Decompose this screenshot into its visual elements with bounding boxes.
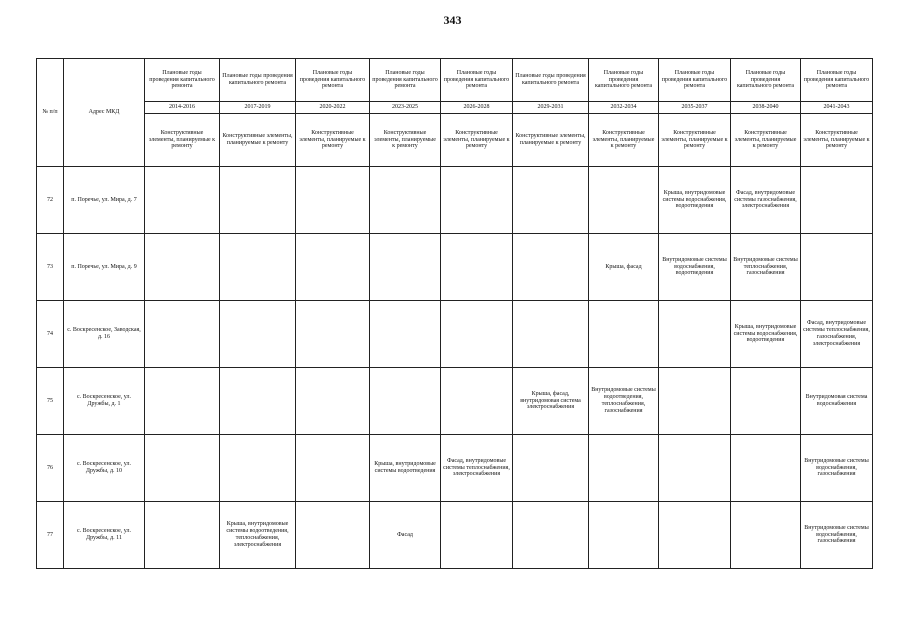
repair-elements-cell: Крыша, фасад, внутридомовая система электроснабжения [513, 368, 589, 435]
repair-elements-cell: Крыша, фасад [589, 234, 659, 301]
repair-elements-cell [145, 167, 220, 234]
repair-elements-cell [441, 167, 513, 234]
repair-elements-cell [145, 502, 220, 569]
repair-elements-cell [296, 368, 370, 435]
row-address: с. Воскресенское, Заводская, д. 16 [64, 301, 145, 368]
repair-elements-cell [145, 234, 220, 301]
table-row [37, 502, 873, 569]
repair-elements-cell [441, 368, 513, 435]
row-number: 74 [37, 301, 64, 368]
row-address: с. Воскресенское, ул. Дружбы, д. 11 [64, 502, 145, 569]
header-elements: Конструктивные элементы, планируемые к ремонту [731, 114, 801, 167]
repair-elements-cell: Внутридомовые системы теплоснабжения, газоснабжения [731, 234, 801, 301]
repair-elements-cell: Крыша, внутридомовые системы водоотведения [370, 435, 441, 502]
header-elements: Конструктивные элементы, планируемые к ремонту [370, 114, 441, 167]
repair-elements-cell: Внутридомовые системы водоснабжения, водоотведения [659, 234, 731, 301]
repair-elements-cell [145, 435, 220, 502]
repair-elements-cell [441, 502, 513, 569]
row-address: п. Поречье, ул. Мира, д. 9 [64, 234, 145, 301]
row-address: п. Поречье, ул. Мира, д. 7 [64, 167, 145, 234]
row-number: 73 [37, 234, 64, 301]
header-period-label: Плановые годы проведения капитального ремонта [220, 59, 296, 102]
repair-elements-cell: Внутридомовая система водоснабжения [801, 368, 873, 435]
header-period-label: Плановые годы проведения капитального ремонта [296, 59, 370, 102]
repair-elements-cell [220, 234, 296, 301]
row-number: 76 [37, 435, 64, 502]
repair-elements-cell [589, 167, 659, 234]
table-row [37, 301, 873, 368]
table-header [37, 59, 873, 167]
repair-elements-cell [296, 234, 370, 301]
repair-elements-cell [731, 502, 801, 569]
row-address: с. Воскресенское, ул. Дружбы, д. 10 [64, 435, 145, 502]
page-number: 343 [443, 13, 462, 27]
table-row [37, 167, 873, 234]
header-period-label: Плановые годы проведения капитального ремонта [731, 59, 801, 102]
repair-elements-cell: Фасад, внутридомовые системы теплоснабжения, газоснабжения, электроснабжения [801, 301, 873, 368]
repair-elements-cell [296, 435, 370, 502]
repair-elements-cell [513, 234, 589, 301]
header-elements: Конструктивные элементы, планируемые к ремонту [220, 114, 296, 167]
header-years: 2041-2043 [801, 102, 873, 114]
repair-elements-cell [513, 435, 589, 502]
header-elements: Конструктивные элементы, планируемые к ремонту [513, 114, 589, 167]
table-row [37, 435, 873, 502]
table-row [37, 234, 873, 301]
header-years: 2038-2040 [731, 102, 801, 114]
header-years: 2020-2022 [296, 102, 370, 114]
repair-elements-cell [513, 167, 589, 234]
header-period-label: Плановые годы проведения капитального ремонта [441, 59, 513, 102]
repair-elements-cell [220, 368, 296, 435]
header-period-label: Плановые годы проведения капитального ремонта [589, 59, 659, 102]
row-address: с. Воскресенское, ул. Дружбы, д. 1 [64, 368, 145, 435]
repair-elements-cell: Внутридомовые системы водоснабжения, газоснабжения [801, 502, 873, 569]
repair-elements-cell: Фасад, внутридомовые системы газоснабжения, электроснабжения [731, 167, 801, 234]
repair-elements-cell [145, 301, 220, 368]
repair-elements-cell [731, 368, 801, 435]
header-period-label: Плановые годы проведения капитального ремонта [659, 59, 731, 102]
repair-elements-cell: Внутридомовые системы водоотведения, теплоснабжения, газоснабжения [589, 368, 659, 435]
repair-elements-cell: Крыша, внутридомовые системы водоснабжения, водоотведения [731, 301, 801, 368]
repair-elements-cell [370, 301, 441, 368]
repair-elements-cell [731, 435, 801, 502]
repair-elements-cell [801, 167, 873, 234]
header-elements: Конструктивные элементы, планируемые к ремонту [145, 114, 220, 167]
header-period-label: Плановые годы проведения капитального ремонта [513, 59, 589, 102]
repair-elements-cell [370, 368, 441, 435]
capital-repair-table [36, 58, 873, 569]
header-period-label: Плановые годы проведения капитального ремонта [370, 59, 441, 102]
header-elements: Конструктивные элементы, планируемые к ремонту [589, 114, 659, 167]
header-years: 2023-2025 [370, 102, 441, 114]
header-address: Адрес МКД [64, 59, 145, 167]
repair-elements-cell [296, 301, 370, 368]
row-number: 77 [37, 502, 64, 569]
header-elements: Конструктивные элементы, планируемые к ремонту [296, 114, 370, 167]
repair-elements-cell [296, 167, 370, 234]
repair-elements-cell [513, 301, 589, 368]
repair-elements-cell [441, 234, 513, 301]
table-body [37, 167, 873, 569]
header-num: № п/п [37, 59, 64, 167]
repair-elements-cell [513, 502, 589, 569]
header-period-label: Плановые годы проведения капитального ремонта [145, 59, 220, 102]
repair-elements-cell: Крыша, внутридомовые системы водоснабжения, водоотведения [659, 167, 731, 234]
repair-elements-cell [145, 368, 220, 435]
header-period-label: Плановые годы проведения капитального ремонта [801, 59, 873, 102]
header-years: 2029-2031 [513, 102, 589, 114]
repair-elements-cell: Фасад, внутридомовые системы теплоснабжения, электроснабжения [441, 435, 513, 502]
repair-elements-cell [296, 502, 370, 569]
row-number: 75 [37, 368, 64, 435]
repair-elements-cell [801, 234, 873, 301]
header-years: 2017-2019 [220, 102, 296, 114]
repair-elements-cell [659, 301, 731, 368]
header-elements: Конструктивные элементы, планируемые к ремонту [441, 114, 513, 167]
header-years: 2035-2037 [659, 102, 731, 114]
table-row [37, 368, 873, 435]
header-years: 2026-2028 [441, 102, 513, 114]
repair-elements-cell [370, 234, 441, 301]
repair-elements-cell [220, 301, 296, 368]
repair-elements-cell [370, 167, 441, 234]
repair-elements-cell [220, 435, 296, 502]
repair-elements-cell [659, 435, 731, 502]
repair-elements-cell [441, 301, 513, 368]
repair-elements-cell [589, 301, 659, 368]
header-years: 2032-2034 [589, 102, 659, 114]
header-elements: Конструктивные элементы, планируемые к ремонту [659, 114, 731, 167]
row-number: 72 [37, 167, 64, 234]
header-elements: Конструктивные элементы, планируемые к ремонту [801, 114, 873, 167]
repair-elements-cell [659, 368, 731, 435]
header-years: 2014-2016 [145, 102, 220, 114]
repair-elements-cell: Внутридомовые системы водоснабжения, газоснабжения [801, 435, 873, 502]
repair-elements-cell [589, 435, 659, 502]
repair-elements-cell [589, 502, 659, 569]
repair-elements-cell [659, 502, 731, 569]
repair-elements-cell [220, 167, 296, 234]
repair-elements-cell: Фасад [370, 502, 441, 569]
repair-elements-cell: Крыша, внутридомовые системы водоотведения, теплоснабжения, электроснабжения [220, 502, 296, 569]
